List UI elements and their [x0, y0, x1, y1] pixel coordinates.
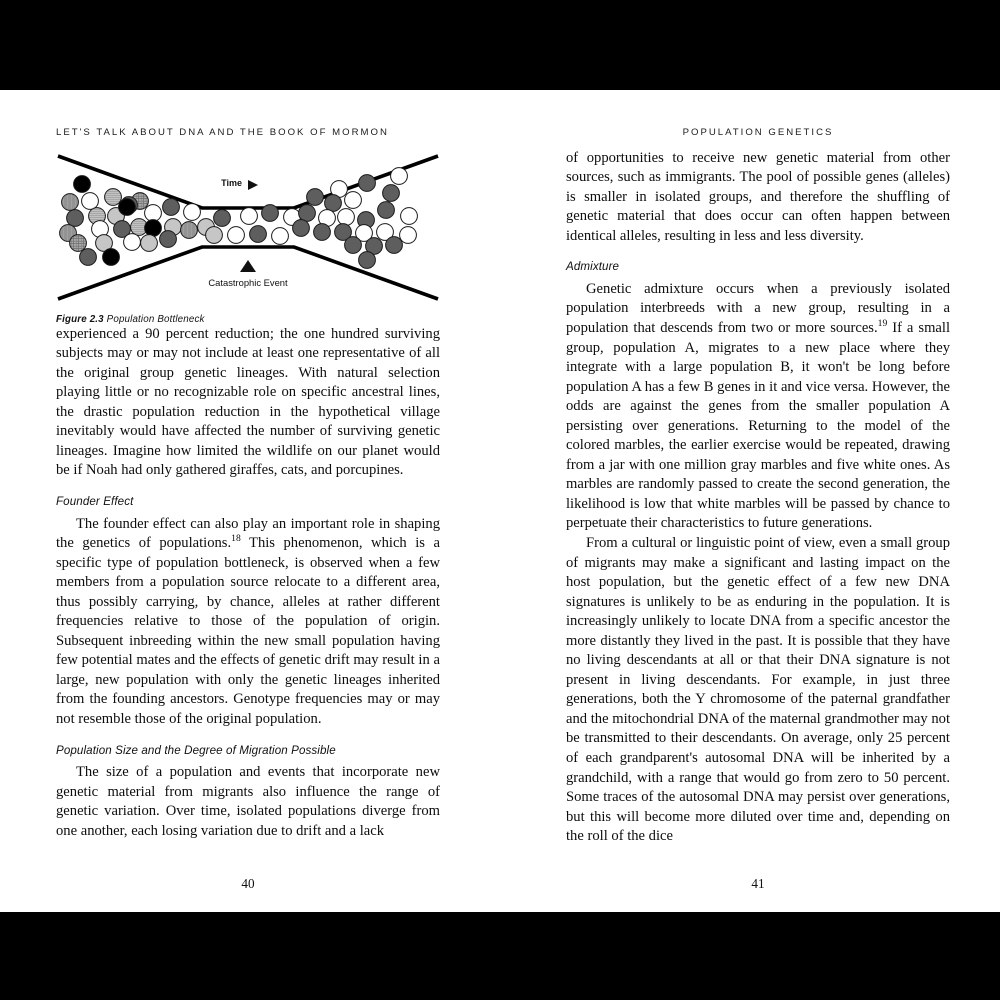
- left-page-column: [56, 90, 440, 841]
- footnote-ref-19: 19: [877, 318, 888, 330]
- admixture-text-b: If a small group, population A, migrates to a new place where they integrate with a large population B, it won't be long before population A has a few B genes in it and vice versa. However, the odds are against the genes from the smaller population A persisting over generations. Returning to the model of the colored marbles, the earlier exercise would be repeated, drawing from a jar with one million gray marbles and five white ones. As marbles are randomly passed to create the second generation, the likelihood is low that white marbles will be passed by chance to perpetuate their characteristics to future generations.: [566, 319, 951, 532]
- subheading-founder-effect: Founder Effect: [56, 494, 134, 508]
- page-number-right: 41: [751, 876, 765, 891]
- figure-caption-title: Population Bottleneck: [106, 313, 205, 325]
- figure-caption-number: Figure 2.3: [56, 313, 104, 325]
- marble-cluster-neck: [206, 204, 301, 244]
- right-running-head: POPULATION GENETICS: [682, 127, 834, 138]
- figure-caption: [56, 314, 440, 325]
- figure-population-bottleneck: [56, 150, 440, 305]
- paragraph-cultural-linguistic: From a cultural or linguistic point of view, even a small group of migrants may make a significant and lasting impact on the host population, but the genetic effect of a few new DNA signatures is unlikely to be as enduring in the population. It is increasingly unlikely to locate DNA from a specific ancestor the more distantly they lived in the past. It is possible that they have no living descendants at all or that their DNA signature is not present in living descendants. For example, in just three generations, both the Y chromosome of the paternal grandfather and the mitochondrial DNA of the maternal grandmother may not be transmitted to their descendants. On average, only 25 percent of each grandparent's autosomal DNA will be inherited by a grandchild, with a range that would go from zero to 50 percent. Some traces of the autosomal DNA may persist over generations, but this will become more diluted over time and, depending on the roll of the dice: [566, 534, 950, 845]
- time-label: Time: [221, 177, 242, 188]
- time-arrow-icon: [248, 180, 258, 190]
- right-page-body: [566, 149, 950, 847]
- paragraph-admixture: [566, 280, 950, 534]
- paragraph-founder-effect: [56, 515, 440, 730]
- left-running-head: LET'S TALK ABOUT DNA AND THE BOOK OF MORMON: [56, 127, 389, 138]
- subheading-population-size: Population Size and the Degree of Migration Possible: [56, 743, 336, 757]
- right-page-column: [566, 90, 950, 847]
- bottleneck-diagram-svg: [56, 150, 440, 305]
- left-page-body: [56, 325, 440, 842]
- paragraph-continuation: experienced a 90 percent reduction; the one hundred surviving subjects may or may not include at least one representative of all the original group genetic lineages. With natural selection playing little or no recognizable role on specific ancestral lines, the drastic population reduction in the hypothetical village inevitably would have affected the number of surviving genetic lineages. Imagine how limited the wildlife on our planet would be if Noah had only gathered giraffes, cats, and porcupines.: [56, 325, 440, 479]
- spread-inner: [0, 90, 1000, 912]
- footnote-ref-18: 18: [231, 533, 241, 545]
- founder-text-b: This phenomenon, which is a specific type of population bottleneck, is observed when a few members from a population source relocate to a different area, thus possibly carrying, by chance, alleles at rather different frequencies relative to those of the population of origin. Subsequent inbreeding within the new small population having few potential mates and the effects of genetic drift may result in a large, new population with only the genetic lineages inherited from the founding ancestors. Genotype frequencies may or may not resemble those of the original population.: [56, 535, 440, 727]
- subheading-admixture: Admixture: [566, 260, 620, 274]
- founder-text-a: The founder effect can also play an important role in shaping the genetics of populations.: [56, 515, 440, 552]
- page-number-left: 40: [241, 876, 255, 891]
- book-page-spread: [0, 90, 1000, 912]
- paragraph-population-size: The size of a population and events that incorporate new genetic material from migrants also influence the range of genetic variation. Over time, isolated populations diverge from one another, each losing variation due to drift and a lack: [56, 764, 440, 839]
- paragraph-continuation-right: of opportunities to receive new genetic material from other sources, such as immigrants. The pool of possible genes (alleles) is smaller in isolated groups, and therefore the shuffling of genetic material that does occur can often happen between identical alleles, resulting in less and less diversity.: [566, 149, 950, 244]
- catastrophic-event-label: Catastrophic Event: [208, 276, 288, 288]
- catastrophic-event-arrow-icon: [240, 260, 256, 272]
- admixture-text-a: Genetic admixture occurs when a previously isolated population interbreeds with a new group, resulting in a population that descends from two or more sources.: [566, 280, 950, 336]
